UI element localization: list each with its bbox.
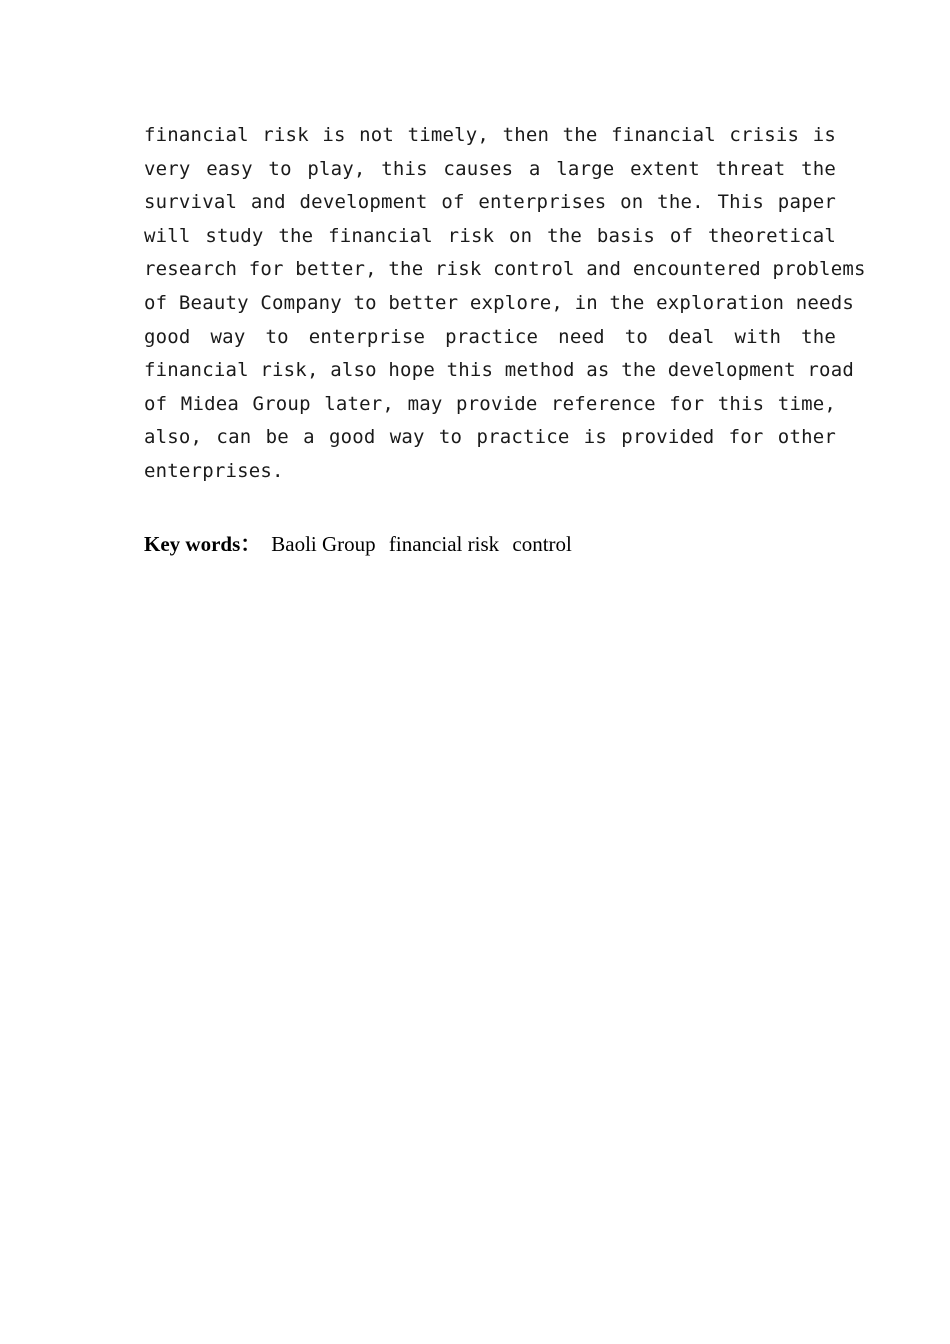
abstract-line: good way to enterprise practice need to deal with the — [144, 325, 836, 348]
abstract-line: also, can be a good way to practice is provided for other — [144, 426, 836, 449]
abstract-line: financial risk, also hope this method as the development road — [144, 359, 854, 382]
abstract-line: enterprises. — [144, 459, 284, 482]
keywords-line — [144, 528, 836, 560]
abstract-line: of Beauty Company to better explore, in the exploration needs — [144, 291, 854, 314]
keyword-item: control — [512, 532, 572, 556]
abstract-line: research for better, the risk control and encountered problems — [144, 258, 866, 281]
abstract-paragraph — [144, 119, 866, 490]
abstract-line: will study the financial risk on the basis of theoretical — [144, 224, 836, 247]
keyword-item: financial risk — [388, 532, 500, 556]
abstract-line: financial risk is not timely, then the financial crisis is — [144, 124, 836, 146]
abstract-line: survival and development of enterprises on the. This paper — [144, 191, 836, 214]
abstract-line: very easy to play, this causes a large extent threat the — [144, 157, 836, 180]
keyword-item: Baoli Group — [271, 532, 376, 556]
abstract-line: of Midea Group later, may provide reference for this time, — [144, 392, 836, 415]
keywords-label: Key words — [144, 532, 241, 556]
keywords-separator: ： — [240, 532, 262, 556]
